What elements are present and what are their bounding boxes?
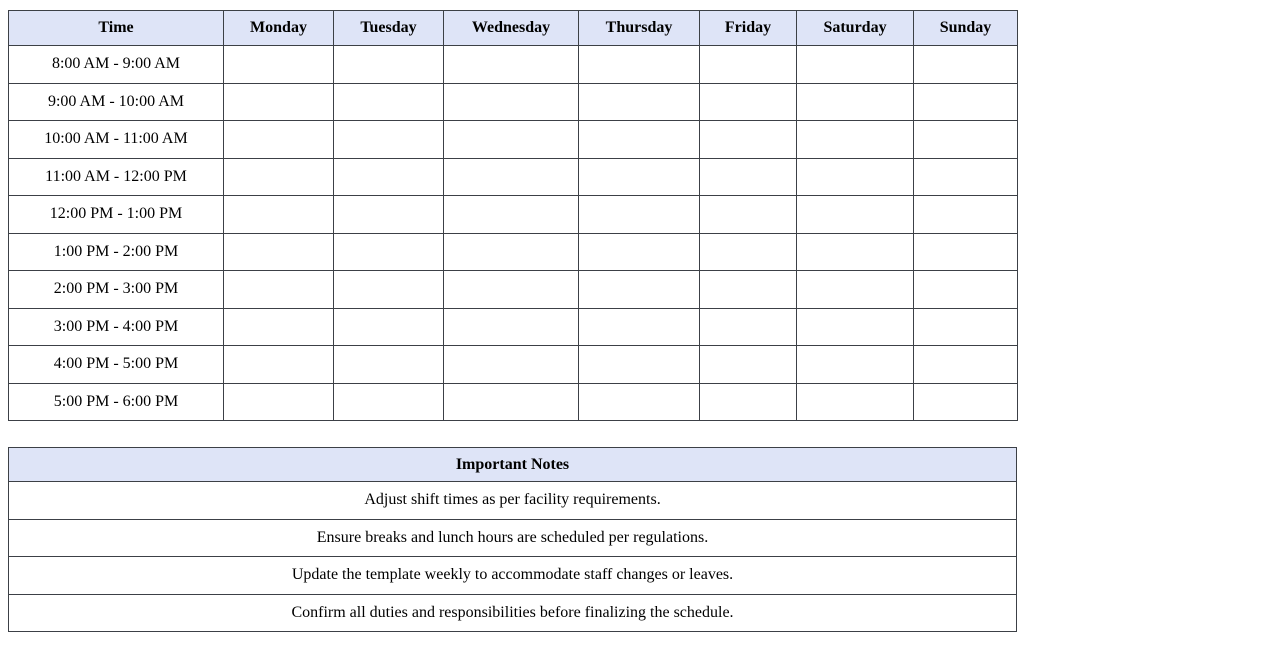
table-row [9, 594, 1017, 632]
time-slot-label: 5:00 PM - 6:00 PM [9, 383, 224, 421]
schedule-cell [334, 121, 444, 159]
schedule-cell [224, 121, 334, 159]
schedule-cell [797, 308, 914, 346]
table-row [9, 519, 1017, 557]
schedule-cell [444, 158, 579, 196]
schedule-cell [797, 83, 914, 121]
table-row [9, 383, 1018, 421]
column-header-time: Time [9, 11, 224, 46]
time-slot-label: 1:00 PM - 2:00 PM [9, 233, 224, 271]
schedule-cell [444, 46, 579, 84]
schedule-cell [797, 121, 914, 159]
schedule-cell [700, 46, 797, 84]
schedule-cell [914, 196, 1018, 234]
schedule-cell [224, 383, 334, 421]
schedule-cell [334, 271, 444, 309]
time-slot-label: 8:00 AM - 9:00 AM [9, 46, 224, 84]
schedule-cell [797, 383, 914, 421]
schedule-cell [334, 83, 444, 121]
time-slot-label: 11:00 AM - 12:00 PM [9, 158, 224, 196]
table-row [9, 46, 1018, 84]
table-row [9, 196, 1018, 234]
schedule-cell [334, 233, 444, 271]
schedule-cell [334, 196, 444, 234]
schedule-cell [579, 196, 700, 234]
schedule-cell [797, 271, 914, 309]
schedule-cell [797, 158, 914, 196]
schedule-cell [579, 121, 700, 159]
column-header-wednesday: Wednesday [444, 11, 579, 46]
schedule-cell [224, 308, 334, 346]
table-row [9, 83, 1018, 121]
schedule-cell [579, 383, 700, 421]
schedule-cell [579, 271, 700, 309]
column-header-saturday: Saturday [797, 11, 914, 46]
schedule-cell [797, 196, 914, 234]
table-row [9, 233, 1018, 271]
schedule-cell [700, 83, 797, 121]
schedule-cell [444, 271, 579, 309]
schedule-cell [914, 308, 1018, 346]
schedule-cell [914, 46, 1018, 84]
table-row [9, 482, 1017, 520]
time-slot-label: 9:00 AM - 10:00 AM [9, 83, 224, 121]
schedule-cell [334, 46, 444, 84]
time-slot-label: 3:00 PM - 4:00 PM [9, 308, 224, 346]
column-header-monday: Monday [224, 11, 334, 46]
schedule-cell [914, 121, 1018, 159]
column-header-tuesday: Tuesday [334, 11, 444, 46]
column-header-friday: Friday [700, 11, 797, 46]
schedule-cell [579, 233, 700, 271]
schedule-cell [224, 83, 334, 121]
schedule-cell [797, 346, 914, 384]
note-text: Confirm all duties and responsibilities before finalizing the schedule. [9, 594, 1017, 632]
schedule-cell [797, 233, 914, 271]
schedule-cell [579, 346, 700, 384]
schedule-cell [444, 383, 579, 421]
time-slot-label: 12:00 PM - 1:00 PM [9, 196, 224, 234]
weekly-schedule-table [8, 10, 1018, 421]
table-row [9, 557, 1017, 595]
table-row [9, 346, 1018, 384]
schedule-cell [914, 271, 1018, 309]
notes-header-row [9, 448, 1017, 482]
schedule-cell [700, 346, 797, 384]
schedule-cell [224, 271, 334, 309]
schedule-cell [579, 83, 700, 121]
schedule-cell [914, 233, 1018, 271]
time-slot-label: 4:00 PM - 5:00 PM [9, 346, 224, 384]
schedule-cell [444, 121, 579, 159]
schedule-cell [700, 121, 797, 159]
schedule-cell [700, 233, 797, 271]
schedule-cell [797, 46, 914, 84]
schedule-cell [914, 383, 1018, 421]
table-row [9, 271, 1018, 309]
table-row [9, 158, 1018, 196]
schedule-cell [914, 158, 1018, 196]
schedule-cell [700, 308, 797, 346]
schedule-cell [224, 233, 334, 271]
schedule-cell [579, 158, 700, 196]
schedule-document [8, 10, 1017, 632]
schedule-cell [579, 46, 700, 84]
column-header-sunday: Sunday [914, 11, 1018, 46]
schedule-cell [914, 346, 1018, 384]
schedule-cell [444, 233, 579, 271]
schedule-header-row [9, 11, 1018, 46]
time-slot-label: 10:00 AM - 11:00 AM [9, 121, 224, 159]
schedule-cell [444, 83, 579, 121]
schedule-cell [224, 196, 334, 234]
schedule-cell [224, 346, 334, 384]
schedule-cell [700, 196, 797, 234]
schedule-cell [334, 346, 444, 384]
schedule-cell [579, 308, 700, 346]
schedule-cell [700, 383, 797, 421]
schedule-cell [334, 383, 444, 421]
table-row [9, 121, 1018, 159]
schedule-cell [224, 46, 334, 84]
note-text: Update the template weekly to accommodate staff changes or leaves. [9, 557, 1017, 595]
table-row [9, 308, 1018, 346]
schedule-cell [444, 196, 579, 234]
schedule-cell [334, 158, 444, 196]
schedule-cell [700, 158, 797, 196]
schedule-cell [914, 83, 1018, 121]
time-slot-label: 2:00 PM - 3:00 PM [9, 271, 224, 309]
schedule-cell [444, 308, 579, 346]
note-text: Adjust shift times as per facility requirements. [9, 482, 1017, 520]
schedule-cell [224, 158, 334, 196]
schedule-cell [334, 308, 444, 346]
schedule-cell [700, 271, 797, 309]
note-text: Ensure breaks and lunch hours are scheduled per regulations. [9, 519, 1017, 557]
important-notes-table [8, 447, 1017, 632]
notes-title: Important Notes [9, 448, 1017, 482]
column-header-thursday: Thursday [579, 11, 700, 46]
schedule-cell [444, 346, 579, 384]
